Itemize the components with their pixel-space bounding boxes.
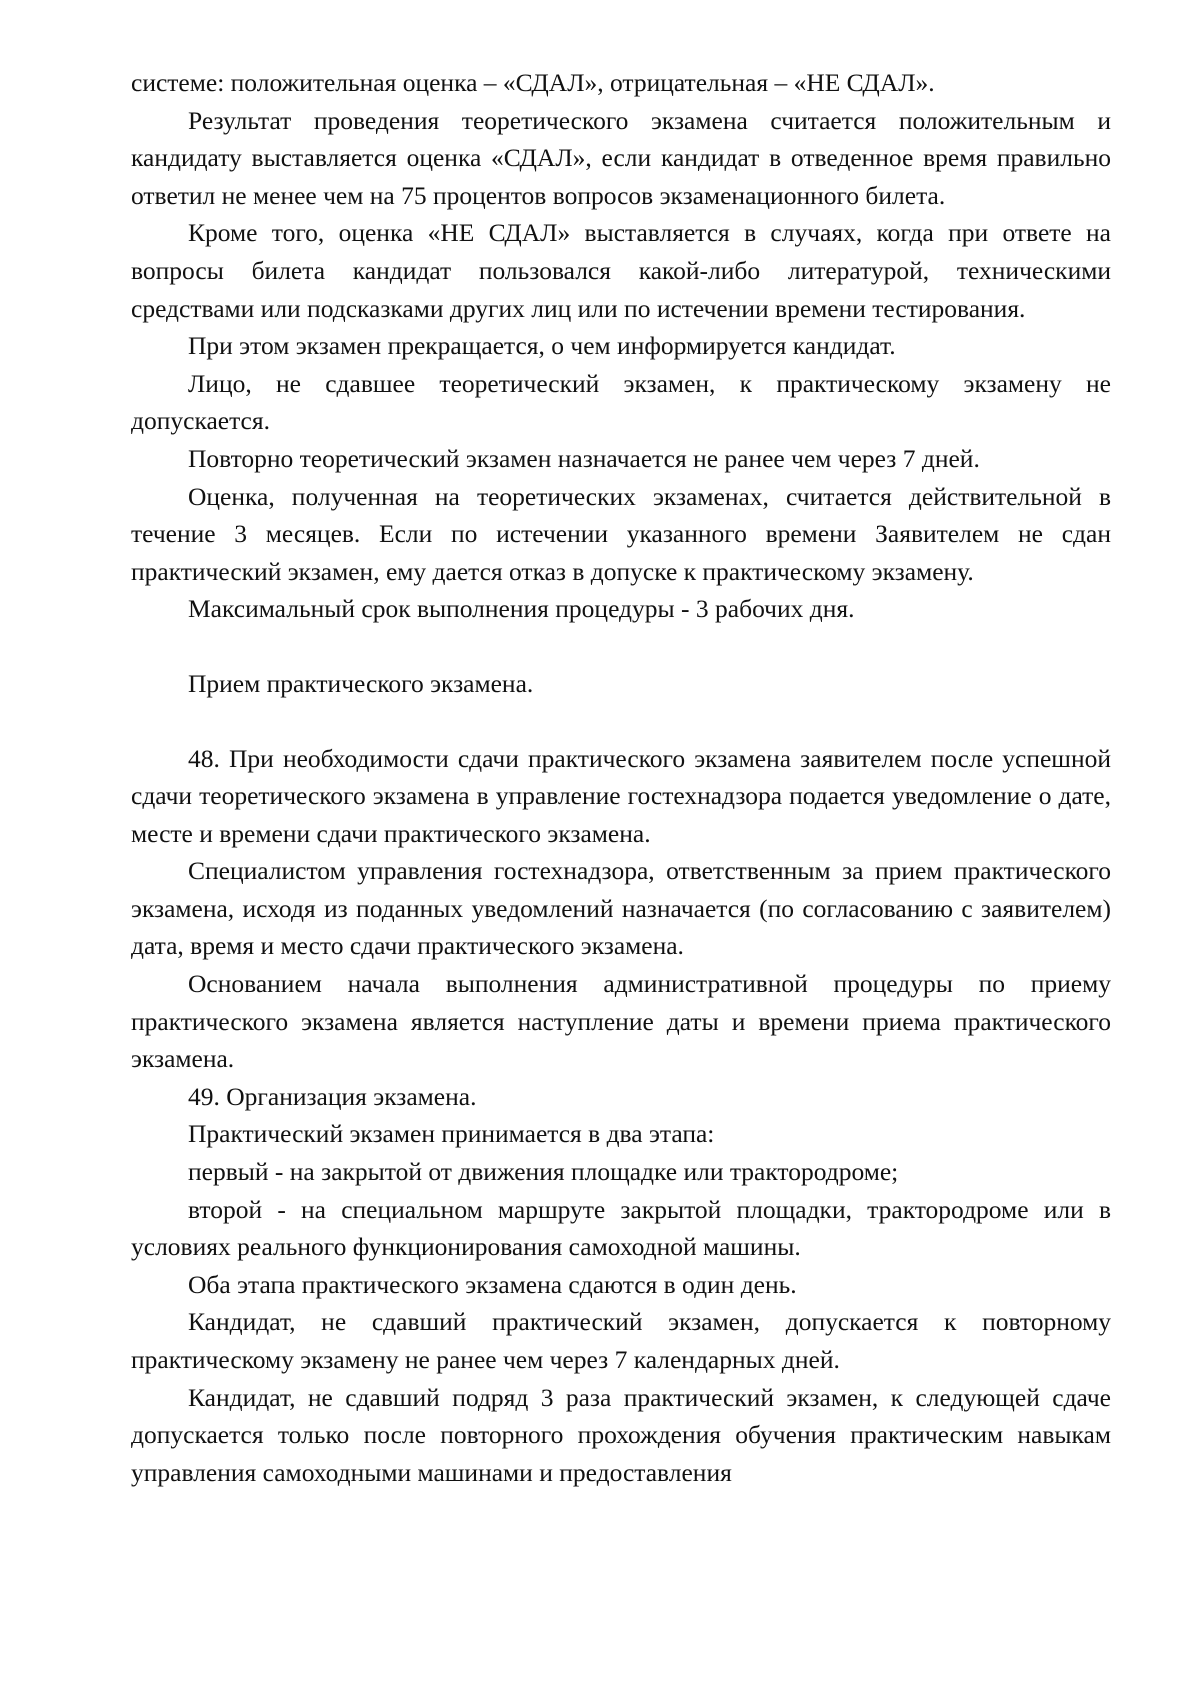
paragraph-max-term: Максимальный срок выполнения процедуры - 3 рабочих дня.	[188, 594, 855, 624]
paragraph-theory-retake: Повторно теоретический экзамен назначается не ранее чем через 7 дней.	[188, 443, 980, 473]
paragraph-practical-retake: Кандидат, не сдавший практический экзамен, допускается к повторному практическому экзамену не ранее чем через 7 календарных дней.	[131, 1307, 1111, 1374]
document-body	[131, 64, 1111, 1491]
paragraph-theory-result: Результат проведения теоретического экзамена считается положительным и кандидату выставляется оценка «СДАЛ», если кандидат в отведенное время правильно ответил не менее чем на 75 процентов вопросов экзаменационного билета.	[131, 105, 1111, 210]
paragraph-two-stages: Практический экзамен принимается в два этапа:	[188, 1119, 715, 1149]
paragraph-49: 49. Организация экзамена.	[188, 1081, 477, 1111]
paragraph-grading-system: системе: положительная оценка – «СДАЛ», отрицательная – «НЕ СДАЛ».	[131, 68, 935, 97]
section-heading: Прием практического экзамена.	[188, 668, 534, 698]
paragraph-three-fails: Кандидат, не сдавший подряд 3 раза практический экзамен, к следующей сдаче допускается только после повторного прохождения обучения практическим навыкам управления самоходными машинами и предоставления	[131, 1382, 1111, 1487]
paragraph-stage-two: второй - на специальном маршруте закрытой площадки, трактородроме или в условиях реального функционирования самоходной машины.	[131, 1194, 1111, 1262]
paragraph-validity: Оценка, полученная на теоретических экзаменах, считается действительной в течение 3 месяцев. Если по истечении указанного времени Заявителем не сдан практический экзамен, ему дается отказ в допуске к практическому экзамену.	[131, 481, 1111, 586]
blank-line	[131, 703, 1111, 740]
paragraph-specialist: Специалистом управления гостехнадзора, ответственным за прием практического экзамена, исходя из поданных уведомлений назначается (по согласованию с заявителем) дата, время и место сдачи практического экзамена.	[131, 856, 1111, 961]
paragraph-exam-terminated: При этом экзамен прекращается, о чем информируется кандидат.	[188, 331, 896, 361]
paragraph-one-day: Оба этапа практического экзамена сдаются в один день.	[188, 1269, 797, 1299]
paragraph-fail-cases: Кроме того, оценка «НЕ СДАЛ» выставляется в случаях, когда при ответе на вопросы билета кандидат пользовался какой-либо литературой, техническими средствами или подсказками других лиц или по истечении времени тестирования.	[131, 218, 1111, 323]
paragraph-basis: Основанием начала выполнения административной процедуры по приему практического экзамена является наступление даты и времени приема практического экзамена.	[131, 969, 1111, 1074]
paragraph-not-admitted: Лицо, не сдавшее теоретический экзамен, к практическому экзамену не допускается.	[131, 368, 1111, 436]
blank-line	[131, 628, 1111, 665]
paragraph-stage-one: первый - на закрытой от движения площадке или трактородроме;	[188, 1157, 899, 1187]
paragraph-48: 48. При необходимости сдачи практического экзамена заявителем после успешной сдачи теоретического экзамена в управление гостехнадзора подается уведомление о дате, месте и времени сдачи практического экзамена.	[131, 743, 1111, 848]
